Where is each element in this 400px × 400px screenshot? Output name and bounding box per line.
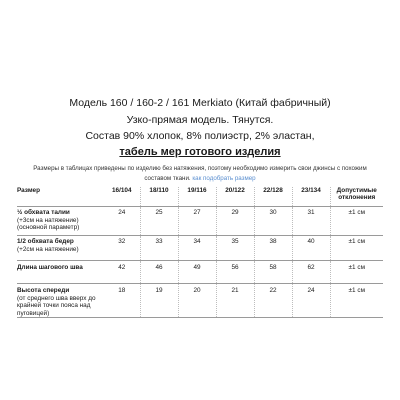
cell-value: 34 [178,236,216,261]
row-label [17,284,104,318]
cell-value: 56 [216,261,254,284]
cell-value: 32 [104,236,140,261]
table-header-row [17,187,383,207]
cell-value: 19 [140,284,178,318]
tolerance-header-line1: Допустимые [336,187,377,194]
tolerance-value: ±1 см [330,207,383,236]
cell-value: 20 [178,284,216,318]
cell-value: 29 [216,207,254,236]
size-header: 23/134 [292,187,330,207]
row-label-sub: (+3см на натяжение) [17,216,79,224]
table-row [17,207,383,236]
model-title: Модель 160 / 160-2 / 161 Merkiato (Китай фабричный) [69,97,331,109]
table-title [0,146,400,158]
note-continuation: составом ткани. [144,175,191,182]
row-label-sub: (основной параметр) [17,224,80,231]
cell-value: 18 [104,284,140,318]
cell-value: 62 [292,261,330,284]
size-header: 20/122 [216,187,254,207]
cell-value: 22 [254,284,292,318]
cell-value: 58 [254,261,292,284]
tolerance-value: ±1 см [330,284,383,318]
measurement-note-cont [0,175,400,182]
size-column-header: Размер [17,187,41,194]
cell-value: 30 [254,207,292,236]
cell-value: 46 [140,261,178,284]
table-bottom-rule [17,318,383,319]
fit-description: Узко-прямая модель. Тянутся. [126,114,274,126]
row-label-main: ½ обхвата талии [17,209,70,216]
size-table [17,187,383,318]
cell-value: 40 [292,236,330,261]
row-label [17,207,104,236]
row-label-sub: (+2см на натяжение) [17,245,79,253]
table-row [17,236,383,261]
tolerance-value: ±1 см [330,261,383,284]
cell-value: 27 [178,207,216,236]
row-label-sub: крайней точки пояса над [17,302,91,309]
row-label [17,261,104,284]
tolerance-header-line2: отклонения [338,194,376,201]
cell-value: 24 [292,284,330,318]
size-header: 18/110 [140,187,178,207]
size-header: 16/104 [111,187,132,194]
cell-value: 31 [292,207,330,236]
row-label [17,236,104,261]
row-label-main: 1/2 обхвата бедер [17,238,74,245]
cell-value: 42 [104,261,140,284]
table-title-text: табель мер готового изделия [119,146,281,158]
cell-value: 21 [216,284,254,318]
cell-value: 49 [178,261,216,284]
table-row [17,261,383,284]
cell-value: 24 [104,207,140,236]
size-header: 19/116 [178,187,216,207]
size-guide-link[interactable]: как подобрать размер [190,175,256,182]
measurement-note: Размеры в таблицах приведены по изделию без натяжения, поэтому необходимо измерить свои джинсы с похожим [33,165,367,172]
row-label-main: Длина шагового шва [17,264,83,271]
size-header: 22/128 [254,187,292,207]
cell-value: 25 [140,207,178,236]
table-row [17,284,383,318]
composition-text: Состав 90% хлопок, 8% полиэстр, 2% эластан, [85,130,315,142]
row-label-sub: пуговицей) [17,309,50,317]
row-label-sub: (от среднего шва вверх до [17,294,96,302]
row-label-main: Высота спереди [17,287,70,294]
cell-value: 33 [140,236,178,261]
tolerance-value: ±1 см [330,236,383,261]
cell-value: 35 [216,236,254,261]
tolerance-header [330,187,383,207]
cell-value: 38 [254,236,292,261]
